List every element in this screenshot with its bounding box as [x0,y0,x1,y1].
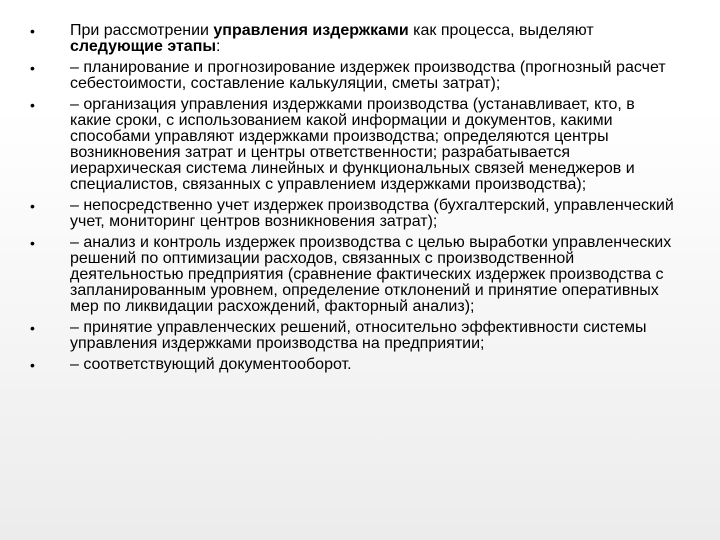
list-item [30,235,680,315]
bullet-dot-icon: • [30,60,35,76]
bullet-dot-icon: • [30,23,35,39]
text-segment: : [216,38,221,55]
bullet-dot-icon: • [30,198,35,214]
list-item [30,23,680,55]
bullet-dot-icon: • [30,357,35,373]
text-segment: При рассмотрении [70,22,214,39]
bullet-dot-icon: • [30,235,35,251]
bullet-list [30,23,680,378]
list-item [30,357,680,373]
bullet-dot-icon: • [30,320,35,336]
list-item [30,320,680,352]
item-text: – планирование и прогнозирование издержек производства (прогнозный расчет себестоимости, составление калькуляции, сметы затрат); [70,59,666,92]
item-text [70,22,594,55]
item-text: – непосредственно учет издержек производства (бухгалтерский, управленческий учет, мониторинг центров возникновения затрат); [70,197,674,230]
item-text: – организация управления издержками производства (устанавливает, кто, в какие сроки, с использованием какой информации и документов, какими способами управляют издержками производства; определяются центры возникновения затрат и центры ответственности; разрабатывается иерархическая система линейных и функциональных связей менеджеров и специалистов, связанных с управлением издержками производства); [70,96,635,193]
bullet-dot-icon: • [30,97,35,113]
item-text: – анализ и контроль издержек производства с целью выработки управленческих решений по оптимизации расходов, связанных с производственной деятельностью предприятия (сравнение фактических издержек производства с запланированным уровнем, определение отклонений и принятие оперативных мер по ликвидации расхождений, факторный анализ); [70,234,672,315]
item-text: – принятие управленческих решений, относительно эффективности системы управления издержками производства на предприятии; [70,319,647,352]
list-item [30,60,680,92]
list-item [30,198,680,230]
bold-text-segment: следующие этапы [70,38,217,55]
bold-text-segment: управления издержками [213,22,409,39]
item-text: – соответствующий документооборот. [70,356,352,373]
text-segment: как процесса, выделяют [408,22,594,39]
list-item [30,97,680,193]
